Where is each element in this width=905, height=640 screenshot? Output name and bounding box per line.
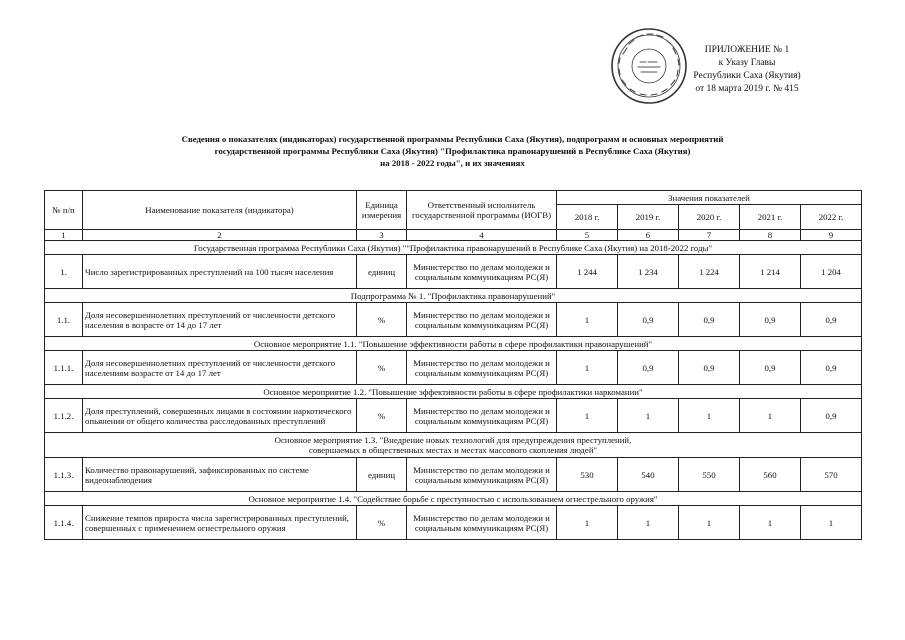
- row-value: 1: [740, 506, 801, 540]
- header-year: 2022 г.: [801, 205, 862, 230]
- table-row: [45, 458, 862, 492]
- row-value: 1 224: [679, 255, 740, 289]
- row-value: 0,9: [679, 303, 740, 337]
- column-number: 5: [557, 230, 618, 241]
- indicators-table: [44, 190, 862, 540]
- row-value: 530: [557, 458, 618, 492]
- row-unit: единиц: [357, 255, 407, 289]
- row-unit: %: [357, 303, 407, 337]
- section-line: Основное мероприятие 1.3. "Внедрение новых технологий для предупреждения преступлений,: [274, 435, 632, 445]
- row-executor: Министерство по делам молодежи и социальным коммуникациям РС(Я): [407, 399, 557, 433]
- row-unit: %: [357, 351, 407, 385]
- row-executor: Министерство по делам молодежи и социальным коммуникациям РС(Я): [407, 351, 557, 385]
- row-unit: %: [357, 506, 407, 540]
- row-value: 570: [801, 458, 862, 492]
- section-measure-1-4: Основное мероприятие 1.4. "Содействие борьбе с преступностью с использованием огнестрельного оружия": [45, 492, 862, 506]
- title-line-2: государственной программы Республики Саха (Якутия) "Профилактика правонарушений в Республике Саха (Якутия): [214, 146, 691, 156]
- annex-line-2: к Указу Главы: [718, 58, 776, 68]
- row-unit: %: [357, 399, 407, 433]
- section-measure-1-2: Основное мероприятие 1.2. "Повышение эффективности работы в сфере профилактики наркомании": [45, 385, 862, 399]
- row-name: Число зарегистрированных преступлений на 100 тысяч населения: [83, 255, 357, 289]
- table-row: [45, 255, 862, 289]
- row-num: 1.1.2.: [45, 399, 83, 433]
- column-number: 4: [407, 230, 557, 241]
- header-year: 2020 г.: [679, 205, 740, 230]
- row-name: Доля преступлений, совершенных лицами в состоянии наркотического опьянения от общего количества расследованных преступлений: [83, 399, 357, 433]
- row-value: 1 244: [557, 255, 618, 289]
- row-value: 1: [557, 303, 618, 337]
- row-name: Доля несовершеннолетних преступлений от численности детского населениям возрасте от 14 до 17 лет: [83, 351, 357, 385]
- row-value: 0,9: [801, 351, 862, 385]
- section-program: Государственная программа Республики Саха (Якутия) ""Профилактика правонарушений в Республике Саха (Якутия) на 2018-2022 годы": [45, 241, 862, 255]
- row-value: 0,9: [618, 303, 679, 337]
- row-name: Количество правонарушений, зафиксированных по системе видеонаблюдения: [83, 458, 357, 492]
- section-subprogram-1: Подпрограмма № 1. "Профилактика правонарушений": [45, 289, 862, 303]
- header-num: № п/п: [45, 191, 83, 230]
- official-seal-icon: [609, 26, 689, 106]
- row-value: 0,9: [679, 351, 740, 385]
- row-value: 1: [557, 399, 618, 433]
- annex-line-4: от 18 марта 2019 г. № 415: [695, 84, 799, 94]
- row-value: 1: [618, 506, 679, 540]
- row-value: 1 214: [740, 255, 801, 289]
- column-number: 2: [83, 230, 357, 241]
- row-value: 1 204: [801, 255, 862, 289]
- row-num: 1.1.4.: [45, 506, 83, 540]
- row-value: 1: [557, 351, 618, 385]
- column-number: 3: [357, 230, 407, 241]
- title-line-1: Сведения о показателях (индикаторах) государственной программы Республики Саха (Якутия), подпрограмм и основных мероприятий: [181, 134, 724, 144]
- row-value: 1: [679, 506, 740, 540]
- row-value: 1: [740, 399, 801, 433]
- table-row: [45, 303, 862, 337]
- section-line: совершаемых в общественных местах и местах массового скопления людей": [308, 445, 598, 455]
- annex-line-1: ПРИЛОЖЕНИЕ № 1: [704, 45, 790, 55]
- row-unit: единиц: [357, 458, 407, 492]
- row-value: 1: [801, 506, 862, 540]
- header-name: Наименование показателя (индикатора): [83, 191, 357, 230]
- row-value: 1: [618, 399, 679, 433]
- row-value: 0,9: [801, 399, 862, 433]
- row-executor: Министерство по делам молодежи и социальным коммуникациям РС(Я): [407, 255, 557, 289]
- header-year: 2021 г.: [740, 205, 801, 230]
- header-year: 2018 г.: [557, 205, 618, 230]
- table-row: [45, 506, 862, 540]
- column-number: 7: [679, 230, 740, 241]
- section-measure-1-1: Основное мероприятие 1.1. "Повышение эффективности работы в сфере профилактики правонарушений": [45, 337, 862, 351]
- section-measure-1-3: [45, 433, 862, 458]
- row-value: 550: [679, 458, 740, 492]
- header-year: 2019 г.: [618, 205, 679, 230]
- table-row: [45, 399, 862, 433]
- header-unit: Единица измерения: [357, 191, 407, 230]
- row-value: 0,9: [740, 351, 801, 385]
- annex-block: [672, 44, 822, 96]
- row-num: 1.1.1.: [45, 351, 83, 385]
- title-line-3: на 2018 - 2022 годы", и их значениях: [380, 158, 525, 168]
- row-value: 1: [679, 399, 740, 433]
- row-name: Снижение темпов прироста числа зарегистрированных преступлений, совершенных с применением огнестрельного оружия: [83, 506, 357, 540]
- header-values: Значения показателей: [557, 191, 862, 205]
- column-number: 9: [801, 230, 862, 241]
- row-value: 0,9: [740, 303, 801, 337]
- annex-line-3: Республики Саха (Якутия): [693, 71, 801, 81]
- row-num: 1.: [45, 255, 83, 289]
- row-executor: Министерство по делам молодежи и социальным коммуникациям РС(Я): [407, 303, 557, 337]
- table-row: [45, 351, 862, 385]
- row-value: 0,9: [618, 351, 679, 385]
- row-value: 540: [618, 458, 679, 492]
- column-number: 6: [618, 230, 679, 241]
- row-value: 560: [740, 458, 801, 492]
- row-name: Доля несовершеннолетних преступлений от численности детского населения в возрасте от 14 до 17 лет: [83, 303, 357, 337]
- column-number: 8: [740, 230, 801, 241]
- column-number: 1: [45, 230, 83, 241]
- row-value: 1: [557, 506, 618, 540]
- row-executor: Министерство по делам молодежи и социальным коммуникациям РС(Я): [407, 458, 557, 492]
- row-executor: Министерство по делам молодежи и социальным коммуникациям РС(Я): [407, 506, 557, 540]
- document-title: [100, 133, 805, 169]
- row-value: 1 234: [618, 255, 679, 289]
- header-executor: Ответственный исполнитель государственной программы (ИОГВ): [407, 191, 557, 230]
- row-num: 1.1.3.: [45, 458, 83, 492]
- row-value: 0,9: [801, 303, 862, 337]
- row-num: 1.1.: [45, 303, 83, 337]
